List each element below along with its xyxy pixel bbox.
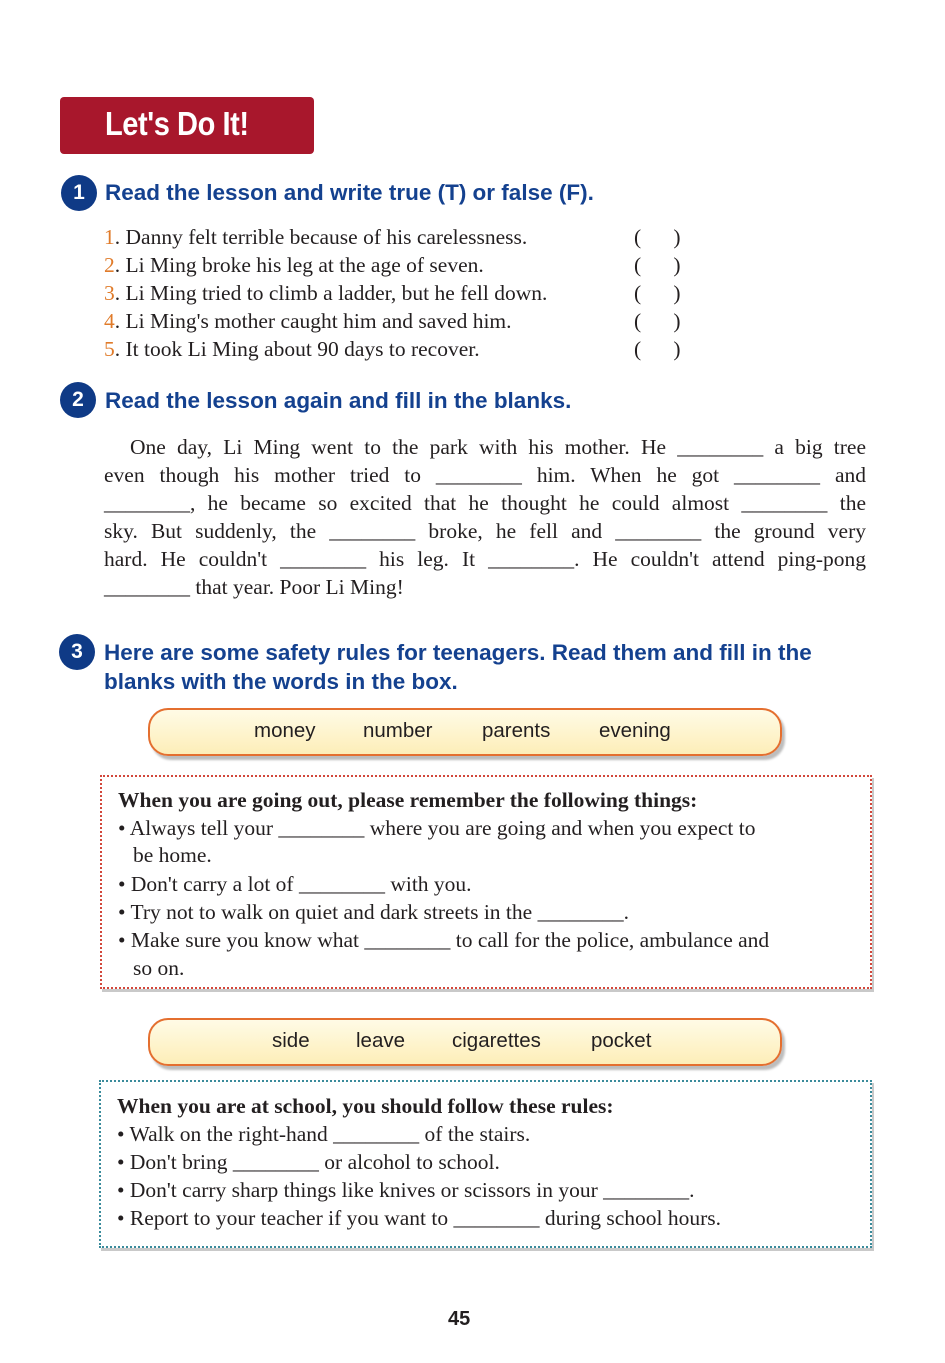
- exercise-1-title: Read the lesson and write true (T) or false (F).: [105, 180, 594, 205]
- word: evening: [599, 719, 671, 742]
- safety-rules-school: When you are at school, you should follow these rules: • Walk on the right-hand ________ of the stairs. • Don't bring ________ or alcohol to school. • Don't carry sharp things like knives or scissors in your ________. • Report to your teacher if you want to ________ during school hours.: [99, 1080, 872, 1248]
- passage-line: sky. But suddenly, the ________ broke, he fell and ________ the ground very: [104, 519, 866, 543]
- exercise-1-number: 1: [61, 175, 97, 211]
- tf-statement: 3. Li Ming tried to climb a ladder, but he fell down.: [104, 281, 548, 305]
- lets-do-it-banner: Let's Do It!: [60, 97, 314, 154]
- exercise-3-title: Here are some safety rules for teenagers. Read them and fill in the blanks with the words in the box.: [104, 640, 812, 694]
- word: pocket: [591, 1029, 652, 1052]
- word: leave: [356, 1029, 406, 1052]
- exercise-2-passage: [104, 433, 866, 601]
- word-box-2: [148, 1018, 782, 1066]
- safety-rules-going-out: When you are going out, please remember the following things: • Always tell your ________ where you are going and when you expect to be home. • Don't carry a lot of ________ with you. • Try not to walk on quiet and dark streets in the ________. • Make sure you know what ________ to call for the police, ambulance and so on.: [100, 775, 872, 989]
- word: number: [363, 719, 433, 742]
- tf-statement: 4. Li Ming's mother caught him and saved him.: [104, 309, 512, 333]
- word: cigarettes: [452, 1029, 541, 1052]
- answer-bracket[interactable]: ( ): [634, 225, 681, 249]
- passage-line: ________ that year. Poor Li Ming!: [104, 575, 404, 599]
- tf-statement: 5. It took Li Ming about 90 days to recover.: [104, 337, 480, 361]
- passage-line: even though his mother tried to ________ him. When he got ________ and: [104, 463, 866, 487]
- word: side: [272, 1029, 310, 1052]
- word-box-1: [148, 708, 782, 756]
- page-number: 45: [448, 1308, 471, 1330]
- passage-line: ________, he became so excited that he thought he could almost ________ the: [104, 491, 866, 515]
- answer-bracket[interactable]: ( ): [634, 281, 681, 305]
- answer-bracket[interactable]: ( ): [634, 309, 681, 333]
- exercise-2-title: Read the lesson again and fill in the blanks.: [105, 388, 572, 413]
- passage-line: One day, Li Ming went to the park with his mother. He ________ a big tree: [130, 435, 866, 459]
- passage-line: hard. He couldn't ________ his leg. It ________. He couldn't attend ping-pong: [104, 547, 866, 571]
- answer-bracket[interactable]: ( ): [634, 337, 681, 361]
- exercise-2-number: 2: [60, 382, 96, 418]
- tf-statement: 2. Li Ming broke his leg at the age of seven.: [104, 253, 484, 277]
- word: money: [254, 719, 316, 742]
- answer-bracket[interactable]: ( ): [634, 253, 681, 277]
- tf-statement: 1. Danny felt terrible because of his carelessness.: [104, 225, 528, 249]
- word: parents: [482, 719, 551, 742]
- exercise-3-number: 3: [59, 634, 95, 670]
